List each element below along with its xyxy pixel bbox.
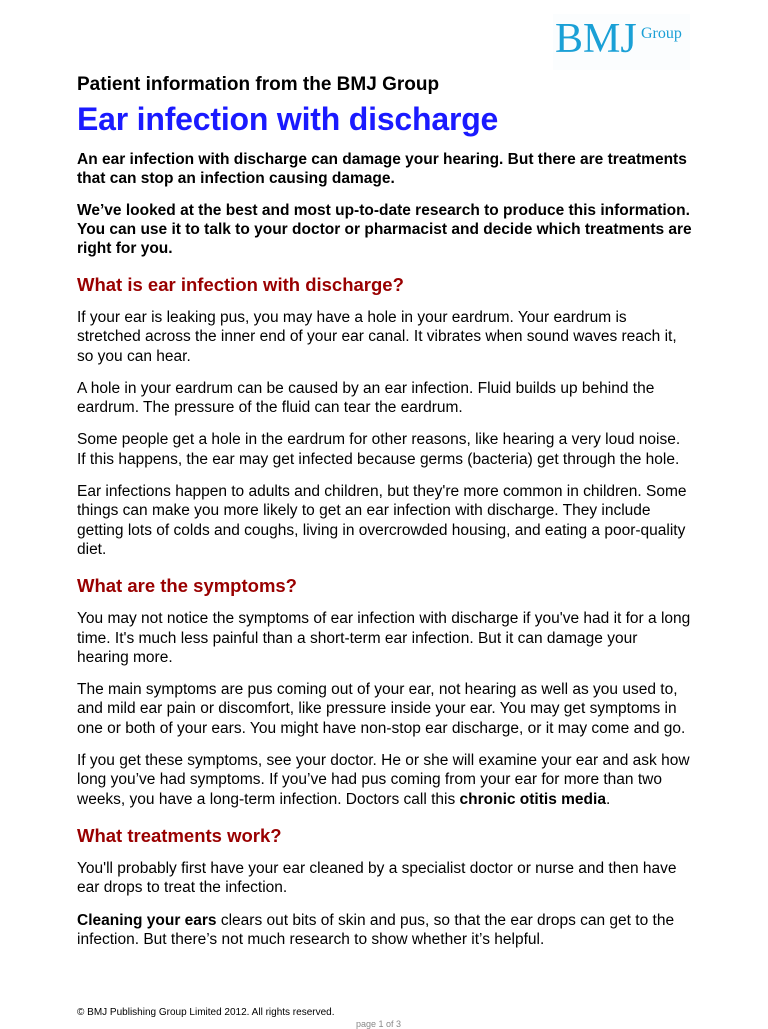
symptoms-paragraph-2: The main symptoms are pus coming out of your ear, not hearing as well as you used to, and mild ear pain or discomfort, like pressure inside your ear. You may get symptoms in one or both of your ears. You might have non-stop ear discharge, or it may come and go.	[77, 681, 686, 737]
supertitle: Patient information from the BMJ Group	[77, 74, 440, 95]
chronic-otitis-media-term: chronic otitis media	[459, 790, 606, 808]
logo-bmj-text: BMJ	[555, 16, 637, 62]
symptoms-paragraph-1: You may not notice the symptoms of ear infection with discharge if you've had it for a long time. It's much less painful than a short-term ear infection. But it can damage your hearing more.	[77, 610, 691, 666]
page-number: page 1 of 3	[356, 1019, 402, 1029]
section-heading-what: What is ear infection with discharge?	[77, 274, 404, 295]
symptoms-paragraph-3-end: .	[605, 790, 611, 808]
cleaning-your-ears-term: Cleaning your ears	[77, 911, 217, 929]
treatments-paragraph-cleaning	[77, 911, 693, 950]
what-paragraph-1: If your ear is leaking pus, you may have a hole in your eardrum. Your eardrum is stretched across the inner end of your ear canal. It vibrates when sound waves reach it, so you can hear.	[77, 309, 677, 365]
document-page	[77, 73, 693, 962]
symptoms-paragraph-3	[77, 751, 693, 809]
copyright-footer: © BMJ Publishing Group Limited 2012. All rights reserved.	[77, 1007, 335, 1018]
logo-group-text: Group	[641, 25, 682, 42]
bmj-logo-graphic	[553, 14, 690, 70]
section-heading-treatments: What treatments work?	[77, 824, 282, 846]
bmj-group-logo	[553, 14, 690, 70]
section-heading-symptoms: What are the symptoms?	[77, 575, 297, 597]
what-paragraph-4: Ear infections happen to adults and children, but they're more common in children. Some things can make you more likely to get an ear infection with discharge. They include getting lots of colds and coughs, living in overcrowded housing, and eating a poor-quality diet.	[77, 483, 687, 558]
symptoms-paragraph-3-text: If you get these symptoms, see your doctor. He or she will examine your ear and ask how long you’ve had symptoms. If you’ve had pus coming from your ear for more than two weeks, you have a long-term infection. Doctors call this	[77, 752, 690, 808]
intro-paragraph-1: An ear infection with discharge can damage your hearing. But there are treatments that can stop an infection causing damage.	[77, 151, 687, 187]
page-title: Ear infection with discharge	[77, 101, 499, 137]
what-paragraph-2: A hole in your eardrum can be caused by an ear infection. Fluid builds up behind the eardrum. The pressure of the fluid can tear the eardrum.	[77, 379, 655, 417]
treatments-paragraph-1: You'll probably first have your ear cleaned by a specialist doctor or nurse and then have ear drops to treat the infection.	[77, 859, 677, 897]
what-paragraph-3: Some people get a hole in the eardrum for other reasons, like hearing a very loud noise. If this happens, the ear may get infected because germs (bacteria) get through the hole.	[77, 431, 681, 468]
intro-paragraph-2: We’ve looked at the best and most up-to-date research to produce this information. You can use it to talk to your doctor or pharmacist and decide which treatments are right for you.	[77, 202, 692, 257]
cleaning-text: clears out bits of skin and pus, so that the ear drops can get to the infection. But there’s not much research to show whether it’s helpful.	[77, 911, 675, 948]
